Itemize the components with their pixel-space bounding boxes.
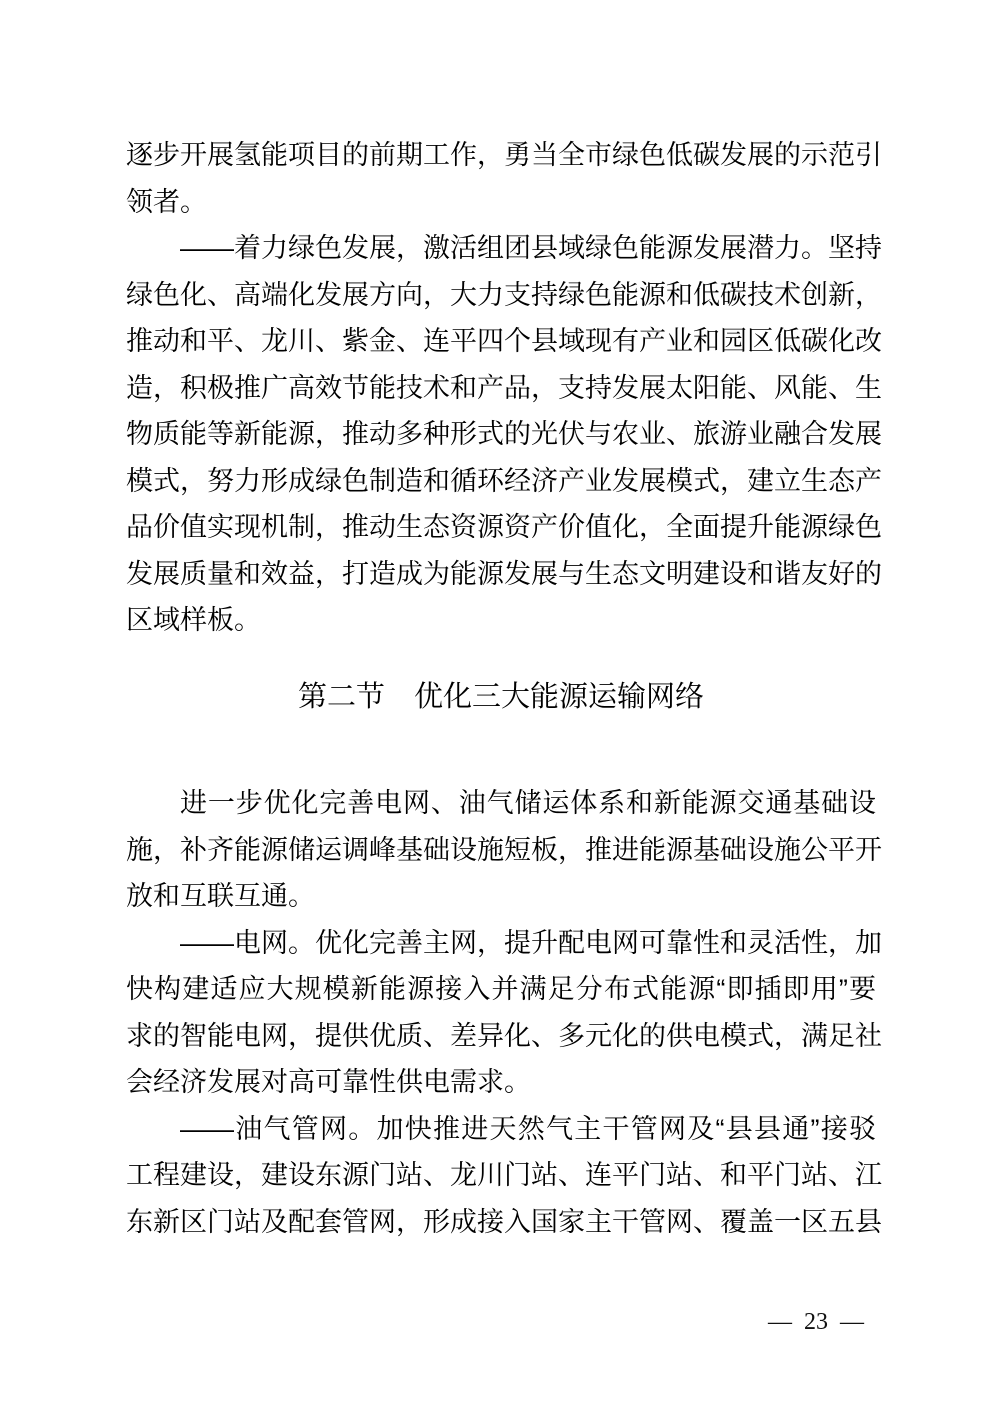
text-line: 逐步开展氢能项目的前期工作，勇当全市绿色低碳发展的示范引 — [126, 140, 882, 170]
text-line: 模式，努力形成绿色制造和循环经济产业发展模式，建立生态产 — [126, 465, 882, 496]
section-heading: 第二节 优化三大能源运输网络 — [297, 680, 704, 713]
text-line: 求的智能电网，提供优质、差异化、多元化的供电模式，满足社 — [126, 1020, 882, 1051]
text-line: 放和互联互通。 — [126, 881, 315, 911]
text-line: 进一步优化完善电网、油气储运体系和新能源交通基础设 — [180, 788, 876, 818]
text-line: ——着力绿色发展，激活组团县域绿色能源发展潜力。坚持 — [180, 233, 882, 263]
text-line: 东新区门站及配套管网，形成接入国家主干管网、覆盖一区五县 — [126, 1206, 882, 1237]
text-line: 工程建设，建设东源门站、龙川门站、连平门站、和平门站、江 — [126, 1160, 882, 1190]
paragraph-green-development — [126, 225, 882, 644]
text-line: 发展质量和效益，打造成为能源发展与生态文明建设和谐友好的 — [126, 558, 882, 589]
text-line: 品价值实现机制，推动生态资源资产价值化，全面提升能源绿色 — [126, 512, 882, 542]
page-number: — 23 — — [768, 1309, 864, 1335]
text-line: 物质能等新能源，推动多种形式的光伏与农业、旅游业融合发展 — [126, 419, 882, 449]
text-line: 区域样板。 — [126, 605, 261, 635]
text-line: 施，补齐能源储运调峰基础设施短板，推进能源基础设施公平开 — [126, 834, 882, 865]
text-line: ——油气管网。加快推进天然气主干管网及“县县通”接驳 — [180, 1113, 876, 1144]
text-line: 快构建适应大规模新能源接入并满足分布式能源“即插即用”要 — [126, 974, 876, 1004]
paragraph-continuation — [126, 132, 882, 225]
paragraph-oil-gas-pipeline — [126, 1106, 882, 1246]
text-line: 绿色化、高端化发展方向，大力支持绿色能源和低碳技术创新， — [126, 279, 882, 310]
text-line: 造，积极推广高效节能技术和产品，支持发展太阳能、风能、生 — [126, 372, 882, 403]
text-block — [126, 132, 882, 1245]
paragraph-networks-intro — [126, 780, 882, 920]
text-line: 推动和平、龙川、紫金、连平四个县域现有产业和园区低碳化改 — [126, 326, 882, 356]
paragraph-power-grid — [126, 920, 882, 1106]
text-line: ——电网。优化完善主网，提升配电网可靠性和灵活性，加 — [180, 927, 882, 958]
text-line: 领者。 — [126, 186, 207, 217]
text-line: 会经济发展对高可靠性供电需求。 — [126, 1067, 531, 1097]
